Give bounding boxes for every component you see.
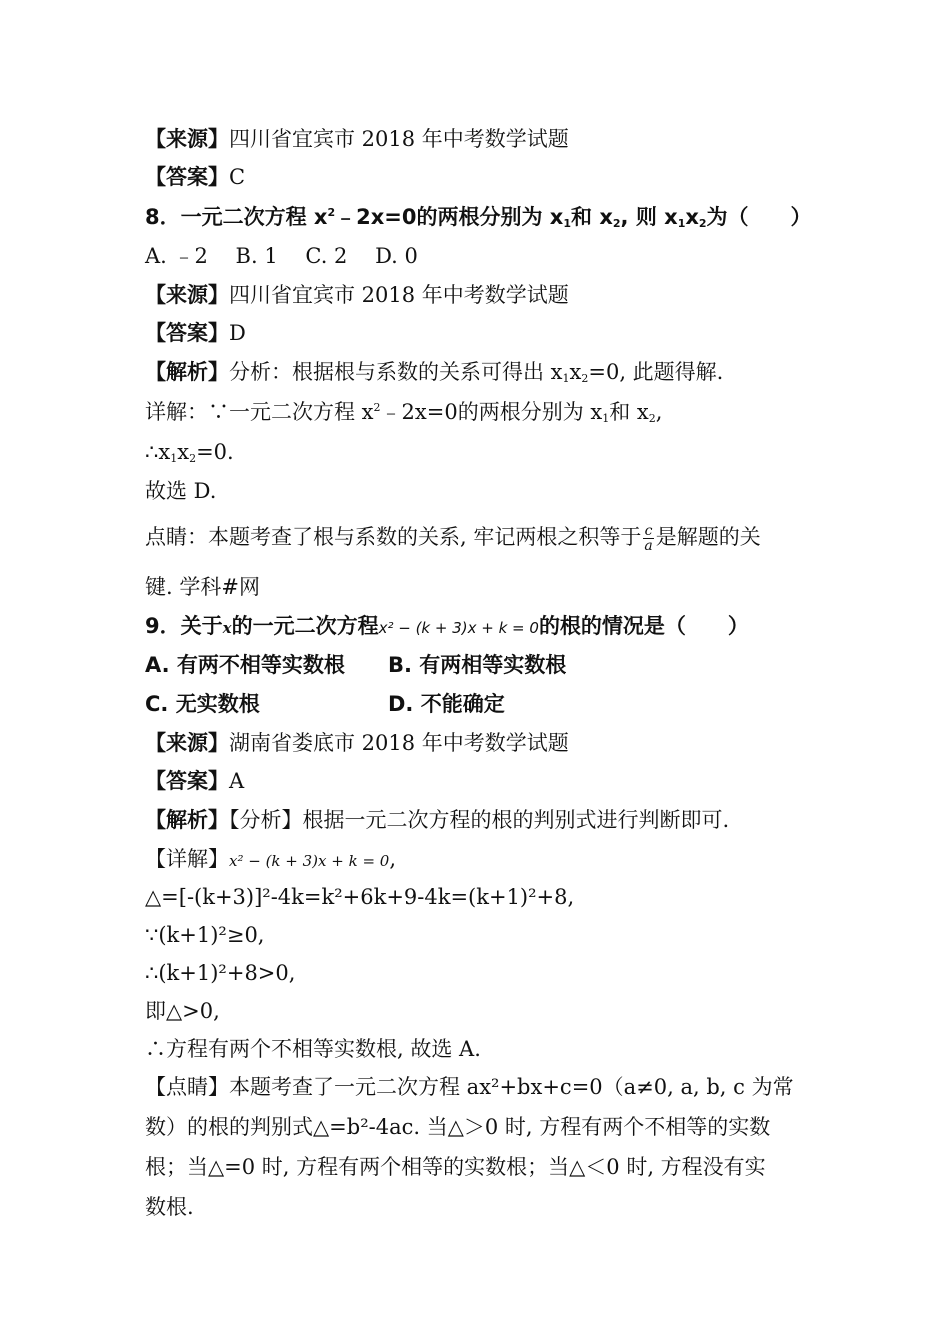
q9-delta-line: △=[-(k+3)]²-4k=k²+6k+9-4k=(k+1)²+8, bbox=[145, 885, 575, 909]
q8-detail-line: 详解：∵一元二次方程 $x^2﹣2x=0$的两根分别为 $x_1$和 $x_2$, bbox=[145, 400, 663, 425]
q8-therefore-line: $\therefore x_1x_2=0$. bbox=[145, 440, 234, 465]
q9-options-row-1 bbox=[145, 650, 745, 680]
q9-options-row-2 bbox=[145, 689, 745, 719]
q9-comment-line-4: 数根. bbox=[145, 1195, 194, 1219]
q8-comment-line: 点睛：本题考查了根与系数的关系, 牢记两根之积等于 $\frac{c}{a}$ 是解题的关 bbox=[145, 523, 761, 554]
q9-therefore-line: ∴(k+1)²+8>0, bbox=[145, 961, 296, 985]
answer-text: C bbox=[229, 165, 246, 189]
q9-option-a: A. 有两不相等实数根 bbox=[145, 653, 345, 677]
q9-stem: 9．关于x的一元二次方程x² − (k + 3)x + k = 0的根的情况是（ ） bbox=[145, 614, 749, 638]
q9-answer-line: 【答案】A bbox=[145, 769, 245, 793]
c-over-a-fraction: $\frac{c}{a}$ bbox=[644, 523, 653, 554]
q8-analysis-line: 【解析】分析：根据根与系数的关系可得出 $x_1x_2=0$, 此题得解. bbox=[145, 360, 724, 385]
q8-choose-line: 故选 D. bbox=[145, 479, 217, 503]
q9-analysis-line: 【解析】【分析】根据一元二次方程的根的判别式进行判断即可. bbox=[145, 808, 730, 832]
q9-detail-equation: x² − (k + 3)x + k = 0 bbox=[229, 852, 390, 870]
q9-because-line: ∵(k+1)²≥0, bbox=[145, 923, 265, 947]
q9-option-c: C. 无实数根 bbox=[145, 692, 260, 716]
q9-detail-line: 【详解】x² − (k + 3)x + k = 0, bbox=[145, 847, 397, 871]
q9-equation: x² − (k + 3)x + k = 0 bbox=[378, 619, 539, 637]
q9-option-b: B. 有两相等实数根 bbox=[388, 653, 567, 677]
q8-comment-line-2: 键. 学科#网 bbox=[145, 575, 260, 599]
q9-source-line: 【来源】湖南省娄底市 2018 年中考数学试题 bbox=[145, 731, 569, 755]
q9-conclude-line: ∴方程有两个不相等实数根, 故选 A. bbox=[145, 1037, 481, 1061]
q9-option-d: D. 不能确定 bbox=[388, 692, 505, 716]
source-tag: 【来源】 bbox=[145, 127, 229, 151]
q9-ji-line: 即△>0, bbox=[145, 999, 220, 1023]
q8-stem: 8．一元二次方程 $x^2﹣2x=0$的两根分别为 $x_1$和 $x_2$, 则 $x_1x_2$为（ ） bbox=[145, 205, 812, 230]
source-text: 四川省宜宾市 2018 年中考数学试题 bbox=[229, 127, 569, 151]
q9-comment-line-1: 【点睛】本题考查了一元二次方程 ax²+bx+c=0（a≠0, a, b, c 为常 bbox=[145, 1075, 794, 1099]
q7-answer-line bbox=[145, 162, 245, 192]
q9-comment-line-3: 根；当△=0 时, 方程有两个相等的实数根；当△＜0 时, 方程没有实 bbox=[145, 1155, 766, 1179]
q7-source-line bbox=[145, 124, 569, 154]
answer-tag: 【答案】 bbox=[145, 165, 229, 189]
q8-source-line: 【来源】四川省宜宾市 2018 年中考数学试题 bbox=[145, 283, 569, 307]
q8-answer-line: 【答案】D bbox=[145, 321, 246, 345]
q8-options: A. ﹣2 B. 1 C. 2 D. 0 bbox=[145, 244, 418, 268]
q9-comment-line-2: 数）的根的判别式△=b²-4ac. 当△＞0 时, 方程有两个不相等的实数 bbox=[145, 1115, 771, 1139]
